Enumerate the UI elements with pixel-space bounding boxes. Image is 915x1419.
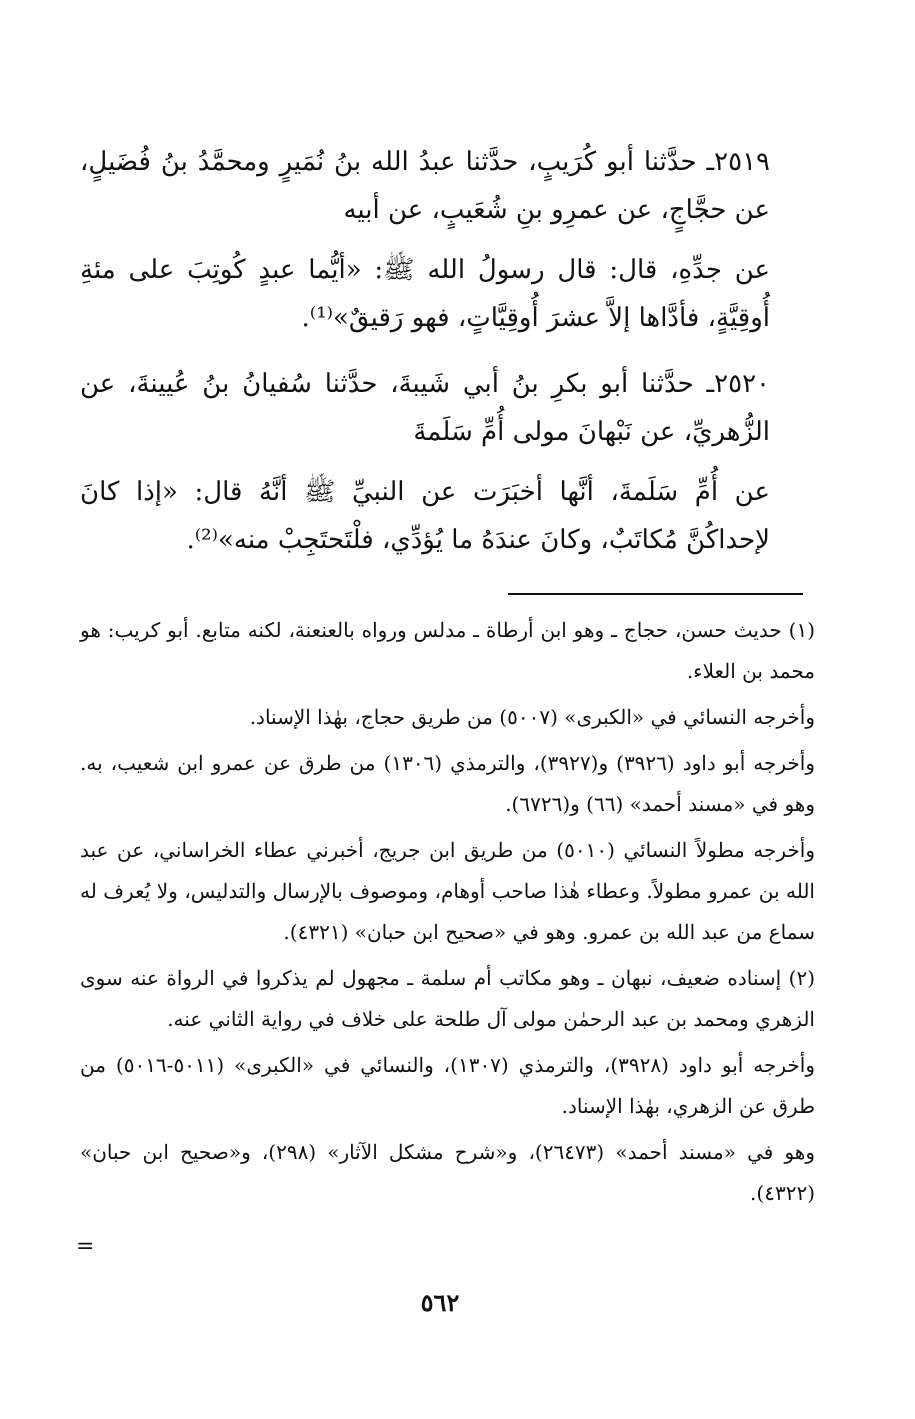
footnote-1-text: وأخرجه النسائي في «الكبرى» (٥٠٠٧) من طريق حجاج، بهٰذا الإسناد. [249, 705, 815, 729]
hadith-2519-isnad: ٢٥١٩ـ حدَّثنا أبو كُرَيبٍ، حدَّثنا عبدُ الله بنُ نُمَيرٍ ومحمَّدُ بنُ فُضَيلٍ، عن حجَّاجٍ، عن عمرِو بنِ شُعَيبٍ، عن أبيه [80, 147, 770, 225]
hadith-text [80, 138, 770, 582]
footnote-2-text: وأخرجه أبو داود (٣٩٢٨)، والترمذي (١٣٠٧)، والنسائي في «الكبرى» (٥٠١١-٥٠١٦) من طرق عن الزهري، بهٰذا الإسناد. [80, 1053, 815, 1118]
footnote-2-text: وهو في «مسند أحمد» (٢٦٤٧٣)، و«شرح مشكل الآثار» (٢٩٨)، و«صحيح ابن حبان» (٤٣٢٢). [80, 1140, 815, 1205]
footnote-separator [508, 593, 803, 595]
page-number: ٥٦٢ [420, 1288, 460, 1317]
footnote-1: (١) حديث حسن، حجاج ـ وهو ابن أرطاة ـ مدلس ورواه بالعنعنة، لكنه متابع. أبو كريب: هو محمد بن العلاء. [80, 618, 815, 683]
hadith-2519-matn: عن جدِّهِ، قال: قال رسولُ الله ﷺ: «أيُّما عبدٍ كُوتِبَ على مئةِ أُوقِيَّةٍ، فأدَّاها إلاَّ عشرَ أُوقِيَّاتٍ، فهو رَقيقٌ»⁽¹⁾. [80, 255, 770, 333]
hadith-2520-matn: عن أُمِّ سَلَمةَ، أنَّها أخبَرَت عن النبيِّ ﷺ أنَّهُ قال: «إذا كانَ لإحداكُنَّ مُكاتَبٌ، وكانَ عندَهُ ما يُؤدِّي، فلْتَحتَجِبْ منه»⁽²⁾. [80, 477, 770, 555]
footnote-1-text: وأخرجه مطولاً النسائي (٥٠١٠) من طريق ابن جريج، أخبرني عطاء الخراساني، عن عبد الله بن عمرو مطولاً. وعطاء هٰذا صاحب أوهام، وموصوف بالإرسال والتدليس، ولا يُعرف له سماع من عبد الله بن عمرو. وهو في «صحيح ابن حبان» (٤٣٢١). [80, 838, 815, 944]
continuation-mark: = [76, 1234, 95, 1259]
footnotes [80, 610, 815, 1219]
footnote-1-text: وأخرجه أبو داود (٣٩٢٦) و(٣٩٢٧)، والترمذي (١٣٠٦) من طرق عن عمرو ابن شعيب، به. وهو في «مسند أحمد» (٦٦) و(٦٧٢٦). [80, 751, 815, 816]
hadith-2520-isnad: ٢٥٢٠ـ حدَّثنا أبو بكرِ بنُ أبي شَيبةَ، حدَّثنا سُفيانُ بنُ عُيينةَ، عن الزُّهريِّ، عن نَبْهانَ مولى أُمِّ سَلَمةَ [80, 369, 770, 447]
footnote-2: (٢) إسناده ضعيف، نبهان ـ وهو مكاتب أم سلمة ـ مجهول لم يذكروا في الرواة عنه سوى الزهري ومحمد بن عبد الرحمٰن مولى آل طلحة على خلاف في رواية الثاني عنه. [80, 966, 815, 1031]
